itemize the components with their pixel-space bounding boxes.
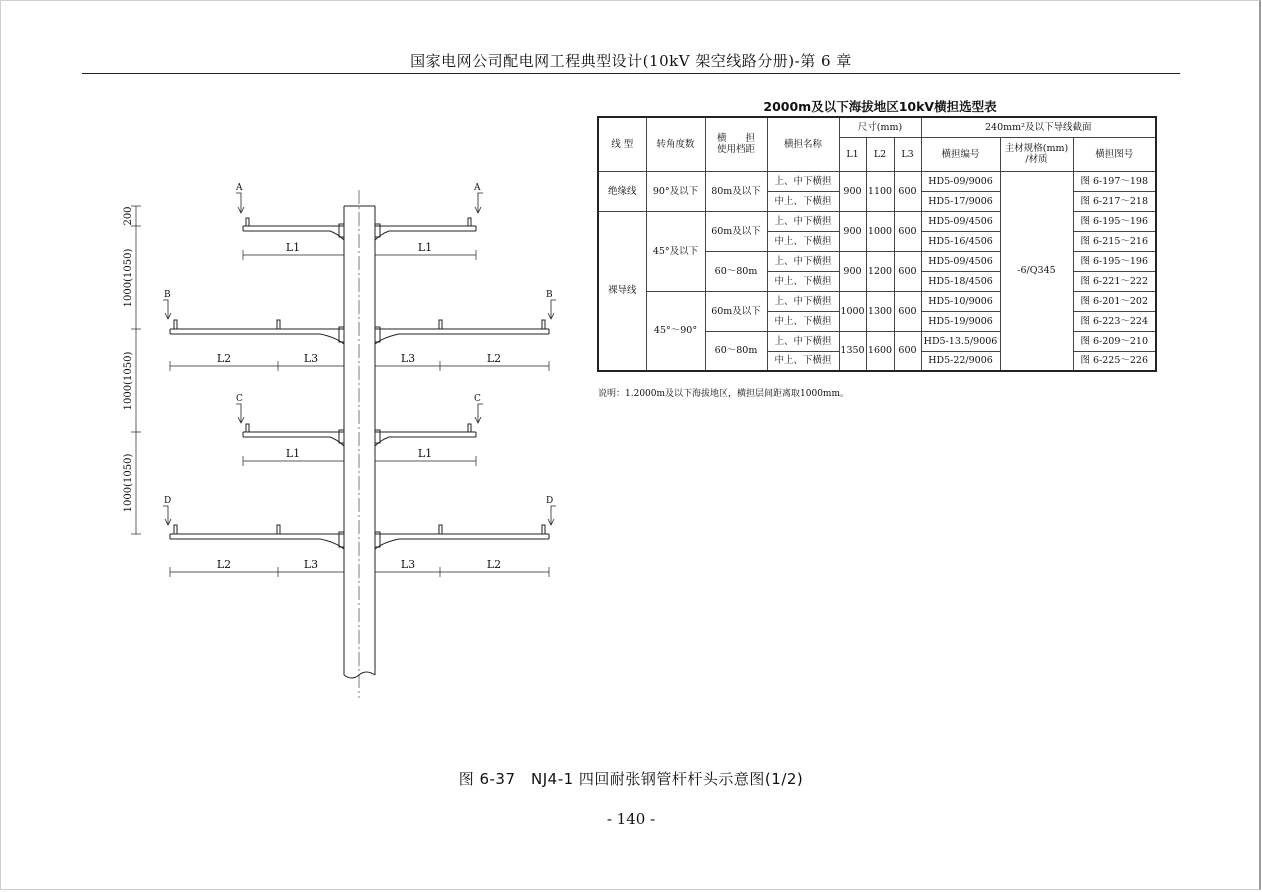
dim-label-b-l2-right: L2 bbox=[486, 352, 502, 365]
table-row: 中上、下横担 HD5-19/9006 图 6-223～224 bbox=[598, 311, 1156, 331]
header-figure: 横担图号 bbox=[1073, 137, 1156, 171]
vertical-dim-2: 1000(1050) bbox=[123, 351, 134, 411]
header-l2: L2 bbox=[866, 137, 894, 171]
pole-head-drawing bbox=[0, 0, 600, 720]
dim-label-d-l3-left: L3 bbox=[303, 558, 319, 571]
pole-break-mark bbox=[344, 672, 375, 678]
dim-label-a-l1-right: L1 bbox=[417, 241, 433, 254]
section-mark-a-left: A bbox=[236, 183, 243, 193]
table-title: 2000m及以下海拔地区10kV横担选型表 bbox=[763, 99, 997, 114]
dim-label-c-l1-left: L1 bbox=[285, 447, 301, 460]
table-row: 中上、下横担 HD5-17/9006 图 6-217～218 bbox=[598, 191, 1156, 211]
header-material: 主材规格(mm) /材质 bbox=[1000, 137, 1073, 171]
section-mark-c-left: C bbox=[236, 394, 243, 404]
table-row: 裸导线 45°及以下 60m及以下 上、中下横担 900 1000 600 HD5-09/4506 图 6-195～196 bbox=[598, 211, 1156, 231]
crossarm-selection-table bbox=[597, 116, 1157, 372]
dim-label-d-l3-right: L3 bbox=[400, 558, 416, 571]
dim-label-a-l1-left: L1 bbox=[285, 241, 301, 254]
crossarm-a bbox=[243, 218, 476, 240]
vertical-dim-200: 200 bbox=[123, 206, 134, 226]
header-angle: 转角度数 bbox=[646, 117, 705, 171]
section-mark-d-right: D bbox=[546, 496, 554, 506]
header-line-type: 线 型 bbox=[598, 117, 646, 171]
material-cell: -6/Q345 bbox=[1000, 171, 1073, 371]
section-mark-b-right: B bbox=[546, 290, 553, 300]
table-row: 绝缘线 90°及以下 80m及以下 上、中下横担 900 1100 600 HD5-09/9006 -6/Q345 图 6-197～198 bbox=[598, 171, 1156, 191]
table-note: 说明：1.2000m及以下海拔地区，横担层间距离取1000mm。 bbox=[598, 389, 849, 399]
header-l1: L1 bbox=[839, 137, 866, 171]
horizontal-dimensions bbox=[170, 250, 549, 577]
section-mark-c-right: C bbox=[474, 394, 481, 404]
vertical-dim-3: 1000(1050) bbox=[123, 453, 134, 513]
dim-label-b-l3-right: L3 bbox=[400, 352, 416, 365]
table-row: 中上、下横担 HD5-18/4506 图 6-221～222 bbox=[598, 271, 1156, 291]
header-section: 240mm²及以下导线截面 bbox=[921, 117, 1156, 137]
dim-label-d-l2-right: L2 bbox=[486, 558, 502, 571]
header-span: 横 担 使用档距 bbox=[705, 117, 767, 171]
dim-label-d-l2-left: L2 bbox=[216, 558, 232, 571]
dim-label-c-l1-right: L1 bbox=[417, 447, 433, 460]
dim-label-b-l3-left: L3 bbox=[303, 352, 319, 365]
crossarm-c bbox=[243, 424, 476, 446]
dim-label-b-l2-left: L2 bbox=[216, 352, 232, 365]
table-row: 中上、下横担 HD5-16/4506 图 6-215～216 bbox=[598, 231, 1156, 251]
crossarm-d bbox=[170, 525, 549, 549]
page-number: - 140 - bbox=[606, 810, 656, 828]
header-l3: L3 bbox=[894, 137, 921, 171]
section-mark-a-right: A bbox=[474, 183, 481, 193]
crossarm-b bbox=[170, 320, 549, 344]
figure-caption: 图 6-37 NJ4-1 四回耐张钢管杆杆头示意图(1/2) bbox=[458, 770, 804, 788]
table-row: 中上、下横担 HD5-22/9006 图 6-225～226 bbox=[598, 351, 1156, 371]
section-mark-b-left: B bbox=[164, 290, 171, 300]
header-name: 横担名称 bbox=[767, 117, 839, 171]
section-mark-d-left: D bbox=[164, 496, 172, 506]
header-size: 尺寸(mm) bbox=[839, 117, 921, 137]
vertical-dim-1: 1000(1050) bbox=[123, 248, 134, 308]
page-header: 国家电网公司配电网工程典型设计(10kV 架空线路分册)-第 6 章 bbox=[410, 52, 852, 70]
table-row: 60～80m 上、中下横担 1350 1600 600 HD5-13.5/9006 图 6-209～210 bbox=[598, 331, 1156, 351]
table-row: 60～80m 上、中下横担 900 1200 600 HD5-09/4506 图 6-195～196 bbox=[598, 251, 1156, 271]
header-code: 横担编号 bbox=[921, 137, 1000, 171]
table-row: 45°～90° 60m及以下 上、中下横担 1000 1300 600 HD5-10/9006 图 6-201～202 bbox=[598, 291, 1156, 311]
